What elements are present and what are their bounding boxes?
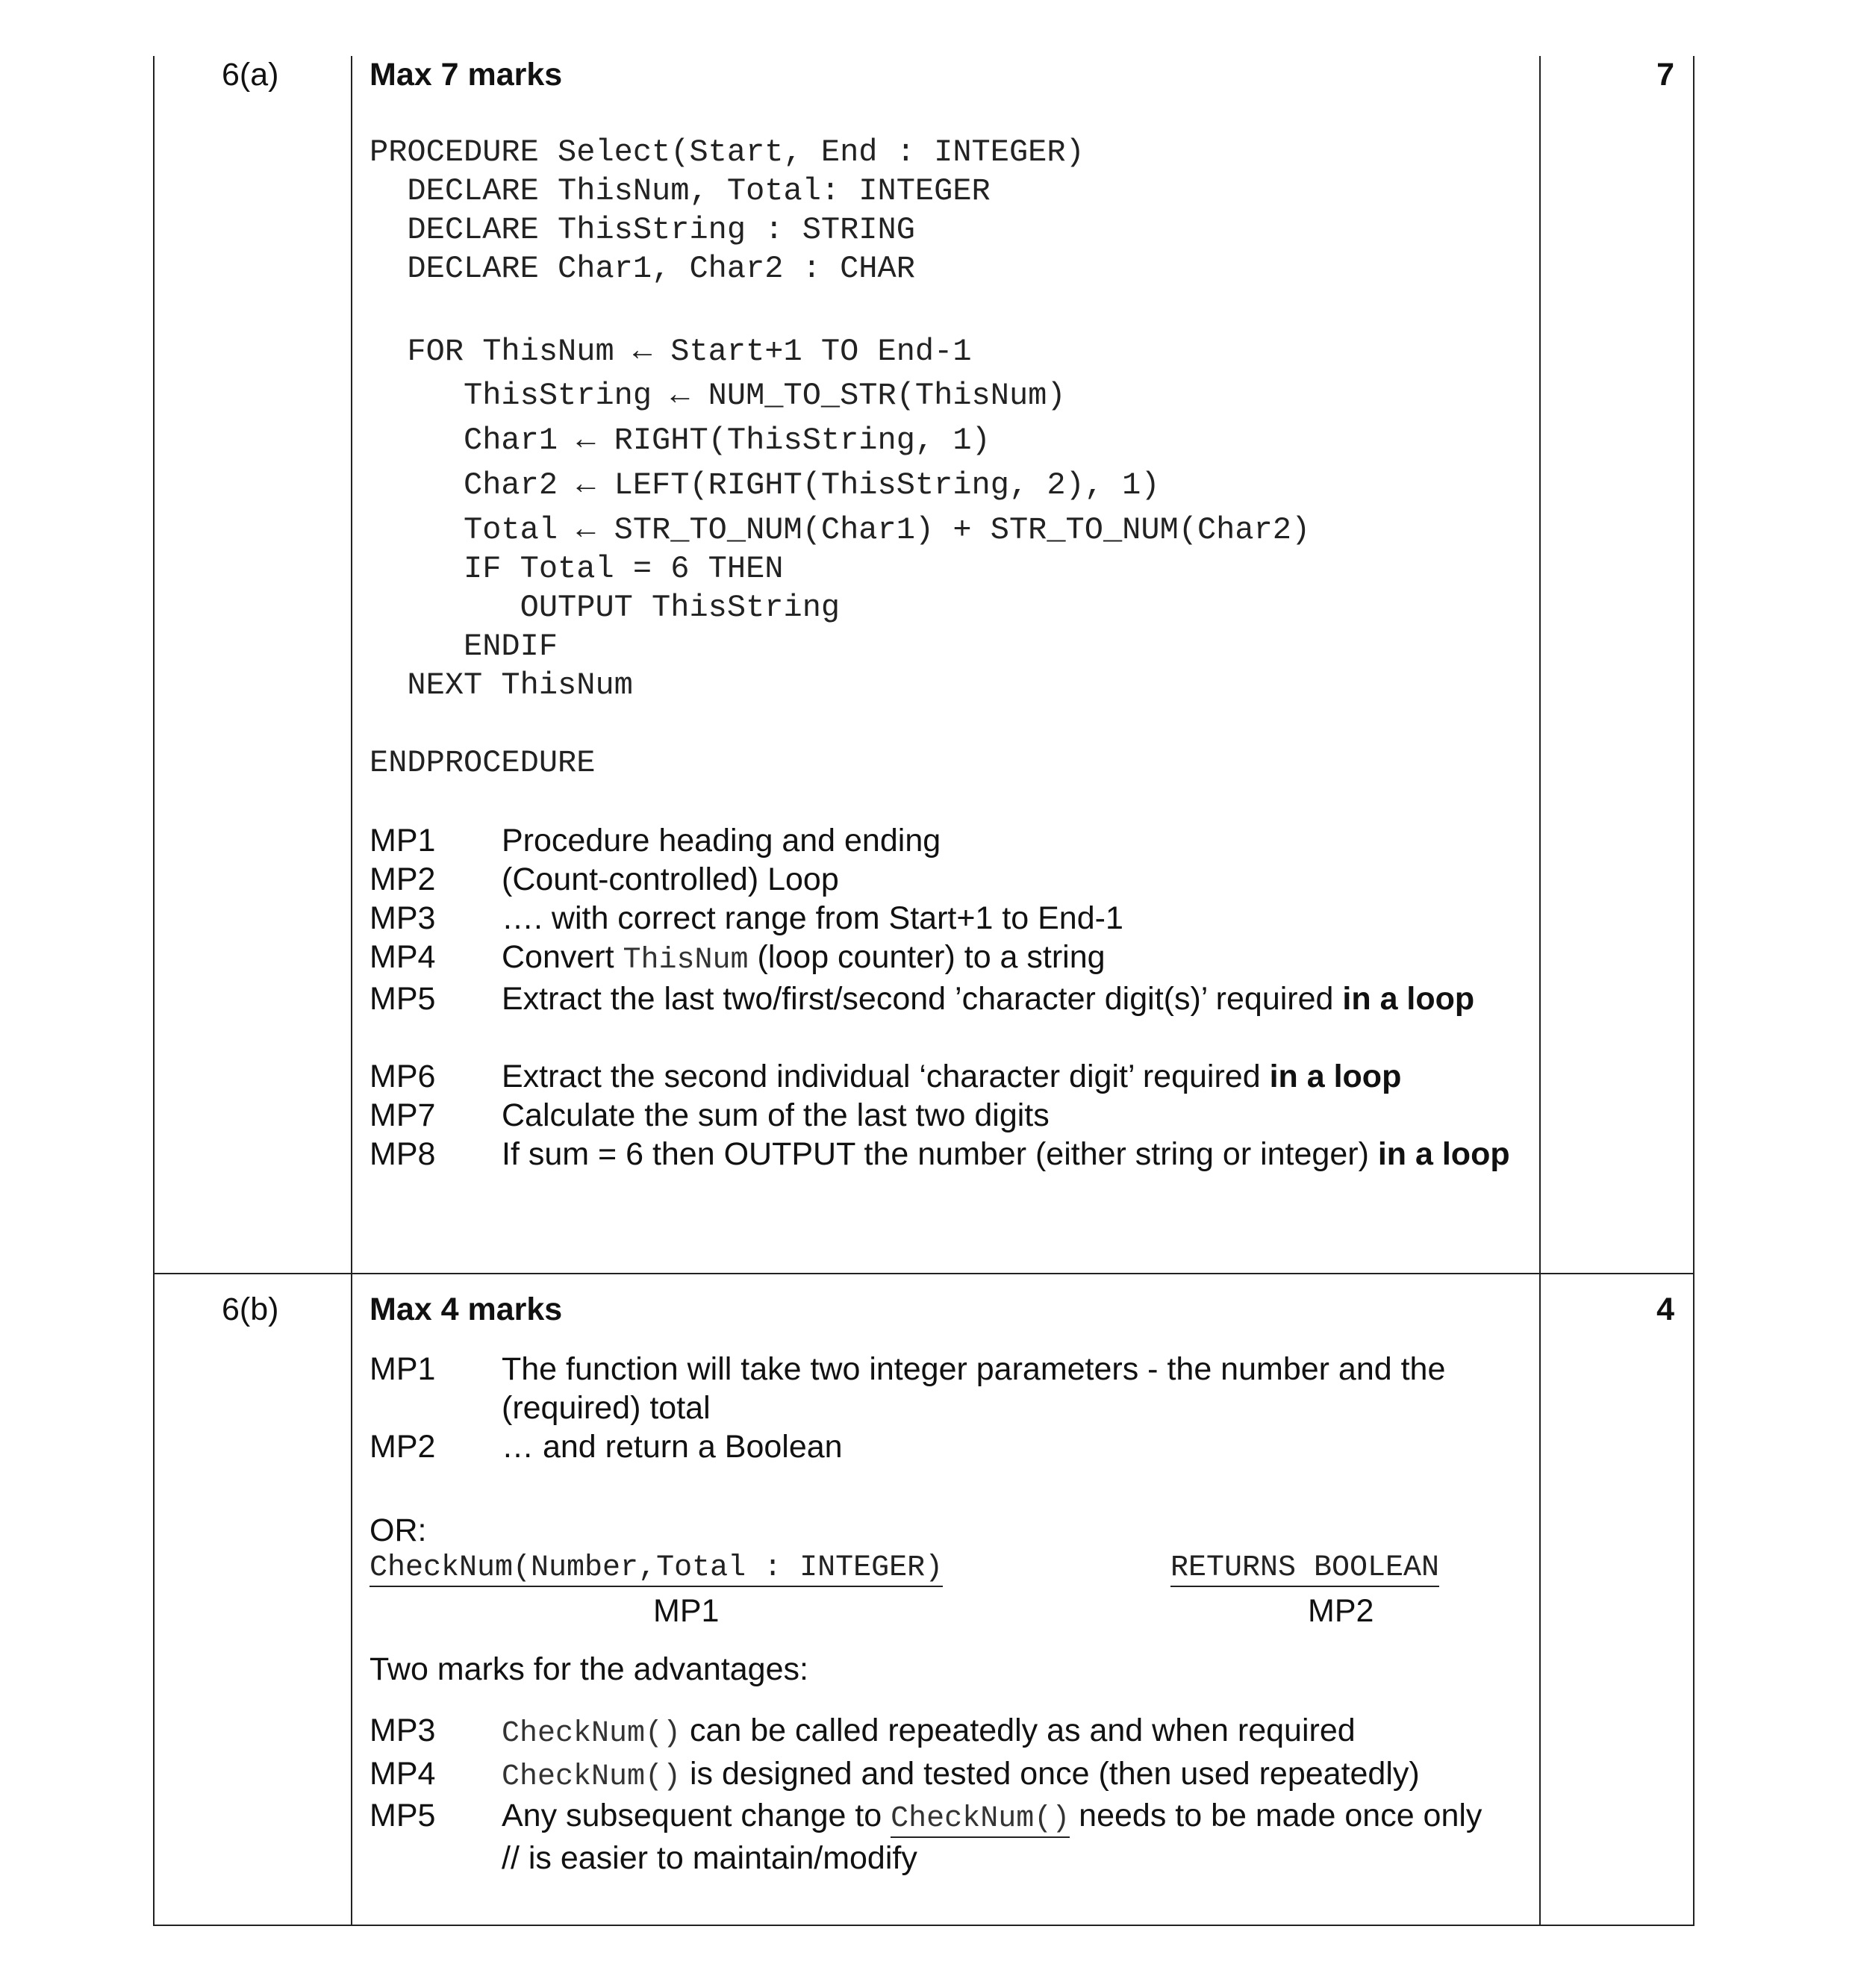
- pseudocode-line: IF Total = 6 THEN: [370, 551, 784, 587]
- function-signature: [370, 1551, 943, 1585]
- mp-label: MP2: [370, 861, 436, 897]
- mp-text: [502, 1057, 1852, 1096]
- mp-text: [502, 1754, 1852, 1797]
- mp-label: MP7: [370, 1097, 436, 1133]
- mp-text: Calculate the sum of the last two digits: [502, 1097, 1050, 1133]
- mp-label: MP5: [370, 981, 436, 1017]
- pseudocode-line: Char1 ← RIGHT(ThisString, 1): [370, 423, 991, 458]
- mp-label: MP1: [370, 823, 436, 859]
- mp-text: [502, 1796, 1494, 1878]
- mp-label: MP4: [370, 1756, 436, 1792]
- mp-text: [502, 1711, 1852, 1754]
- inline-code-checknum: CheckNum(): [891, 1802, 1070, 1838]
- mp-text: The function will take two integer parameters - the number and the (required) total: [502, 1351, 1446, 1426]
- question-number-b: 6(b): [222, 1291, 279, 1327]
- mp-label: MP6: [370, 1059, 436, 1094]
- signature-right-mp: MP2: [1308, 1593, 1374, 1629]
- max-marks-heading-a: Max 7 marks: [370, 57, 563, 93]
- pseudocode-line: DECLARE ThisNum, Total: INTEGER: [370, 173, 991, 209]
- pseudocode-line: Char2 ← LEFT(RIGHT(ThisString, 2), 1): [370, 467, 1160, 503]
- pseudocode-line: FOR ThisNum ← Start+1 TO End-1: [370, 334, 972, 370]
- pseudocode-line: PROCEDURE Select(Start, End : INTEGER): [370, 134, 1085, 170]
- mp-text: Procedure heading and ending: [502, 823, 941, 859]
- pseudocode-line: NEXT ThisNum: [370, 667, 633, 703]
- mp-text-pre: Any subsequent change to: [502, 1798, 891, 1833]
- mp-text: (Count-controlled) Loop: [502, 861, 839, 897]
- pseudocode-line: ENDIF: [370, 629, 558, 664]
- pseudocode-line: DECLARE Char1, Char2 : CHAR: [370, 251, 915, 287]
- question-number-a: 6(a): [222, 57, 279, 93]
- mp-text-emphasis: in a loop: [1342, 981, 1475, 1017]
- inline-code-thisnum: ThisNum: [623, 944, 749, 977]
- table-border-bottom: [153, 1925, 1694, 1926]
- mp-text-main: is designed and tested once (then used repeatedly): [681, 1756, 1420, 1792]
- signature-left-mp: MP1: [653, 1593, 720, 1629]
- table-border-left: [153, 56, 155, 1926]
- pseudocode-line: Total ← STR_TO_NUM(Char1) + STR_TO_NUM(Char2): [370, 512, 1311, 548]
- pseudocode-line: OUTPUT ThisString: [370, 590, 841, 626]
- mp-label: MP3: [370, 1713, 436, 1748]
- marks-value-a: 7: [1656, 57, 1674, 93]
- advantages-heading: Two marks for the advantages:: [370, 1651, 808, 1687]
- pseudocode-line: ENDPROCEDURE: [370, 745, 596, 781]
- mp-text: … and return a Boolean: [502, 1429, 843, 1465]
- inline-code-checknum: CheckNum(): [502, 1760, 682, 1794]
- mp-text-main: can be called repeatedly as and when required: [681, 1713, 1356, 1748]
- table-divider-question: [351, 56, 352, 1926]
- pseudocode-line: DECLARE ThisString : STRING: [370, 212, 915, 248]
- row-divider: [153, 1273, 1694, 1274]
- mp-label: MP8: [370, 1136, 436, 1172]
- mp-text: [502, 938, 1852, 980]
- inline-code-checknum: CheckNum(): [502, 1717, 682, 1751]
- mp-text: [502, 979, 1838, 1018]
- mp-text-main: If sum = 6 then OUTPUT the number (either string or integer): [502, 1136, 1378, 1172]
- mp-label: MP3: [370, 900, 436, 936]
- signature-right: RETURNS BOOLEAN: [1170, 1551, 1439, 1587]
- mp-text-emphasis: in a loop: [1377, 1136, 1510, 1172]
- mp-text-emphasis: in a loop: [1269, 1059, 1402, 1094]
- mp-text: [502, 1135, 1852, 1174]
- max-marks-heading-b: Max 4 marks: [370, 1291, 563, 1327]
- mp-label: MP2: [370, 1429, 436, 1465]
- mp-text-main: Extract the last two/first/second ’character digit(s)’ required: [502, 981, 1343, 1017]
- signature-left: CheckNum(Number,Total : INTEGER): [370, 1551, 943, 1587]
- mp-text-post: (loop counter) to a string: [748, 939, 1106, 975]
- mp-label: MP5: [370, 1798, 436, 1833]
- function-return-type: [1170, 1551, 1439, 1585]
- mp-text-main: Extract the second individual ‘character digit’ required: [502, 1059, 1270, 1094]
- mp-text: …. with correct range from Start+1 to End-1: [502, 900, 1123, 936]
- or-label: OR:: [370, 1512, 427, 1548]
- mp-text-main: needs to be made once only // is easier to maintain/modify: [502, 1798, 1482, 1876]
- mp-label: MP1: [370, 1351, 436, 1387]
- mp-label: MP4: [370, 939, 436, 975]
- mp-text-pre: Convert: [502, 939, 623, 975]
- marks-value-b: 4: [1656, 1291, 1674, 1327]
- pseudocode-line: ThisString ← NUM_TO_STR(ThisNum): [370, 378, 1066, 414]
